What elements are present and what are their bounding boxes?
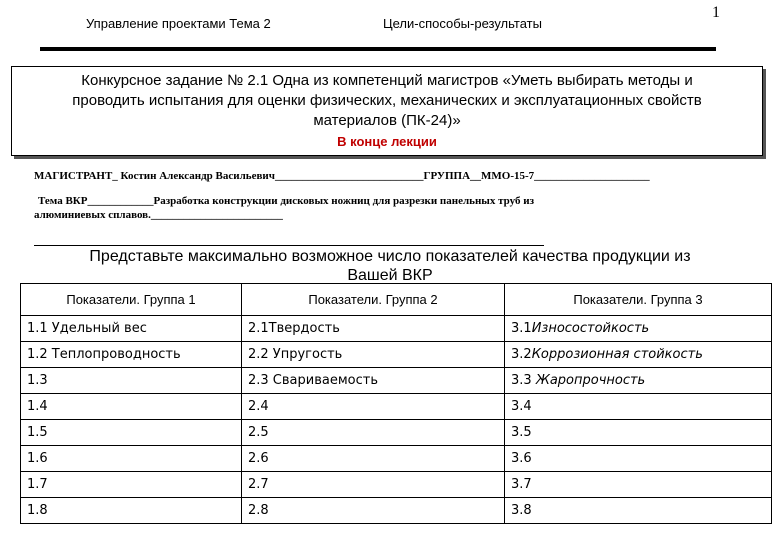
cell-group-2: 2.6: [242, 446, 505, 472]
task-line-3: материалов (ПК-24)»: [313, 112, 461, 129]
cell-group-1: 1.5: [21, 420, 242, 446]
cell-group-3: 3.7: [505, 472, 772, 498]
header-group-1: Показатели. Группа 1: [21, 284, 242, 316]
task-box: [11, 66, 763, 156]
cell-group-2: 2.2 Упругость: [242, 342, 505, 368]
task-text: [12, 71, 762, 131]
page-number: 1: [712, 4, 720, 21]
cell-number: 3.3: [511, 373, 536, 388]
student-line: МАГИСТРАНТ_ Костин Александр Васильевич___________________________ГРУППА__ММО-15-7_____________________: [34, 170, 650, 182]
header-rule: [40, 47, 716, 51]
cell-group-3: 3.8: [505, 498, 772, 524]
cell-label: Жаропрочность: [535, 373, 646, 388]
cell-group-1: 1.8: [21, 498, 242, 524]
end-of-lecture-note: В конце лекции: [337, 134, 437, 149]
cell-group-3: [505, 316, 772, 342]
blank-line: [34, 245, 544, 246]
cell-group-1: 1.1 Удельный вес: [21, 316, 242, 342]
thesis-line-1: Тема ВКР____________Разработка конструкции дисковых ножниц для разрезки панельных труб из: [38, 195, 535, 207]
table-row: [21, 316, 772, 342]
cell-group-1: 1.2 Теплопроводность: [21, 342, 242, 368]
task-line-1: Конкурсное задание № 2.1 Одна из компетенций магистров «Уметь выбирать методы и: [81, 72, 693, 89]
thesis-line-2: алюминиевых сплавов.________________________: [34, 209, 283, 221]
indicators-table: [20, 283, 772, 524]
cell-group-2: 2.8: [242, 498, 505, 524]
cell-group-1: 1.4: [21, 394, 242, 420]
prompt: [0, 247, 780, 285]
table-row: [21, 498, 772, 524]
table-row: [21, 394, 772, 420]
prompt-line-1: Представьте максимально возможное число показателей качества продукции из: [89, 248, 691, 265]
cell-label: Износостойкость: [531, 321, 650, 336]
cell-group-3: [505, 342, 772, 368]
cell-group-2: 2.7: [242, 472, 505, 498]
cell-group-3: [505, 368, 772, 394]
table-row: [21, 420, 772, 446]
header-left-title: Управление проектами Тема 2: [86, 16, 271, 31]
cell-group-3: 3.5: [505, 420, 772, 446]
task-line-2: проводить испытания для оценки физических, механических и эксплуатационных свойств: [72, 92, 702, 109]
cell-number: 3.1: [511, 321, 532, 336]
cell-group-3: 3.6: [505, 446, 772, 472]
header-group-3: Показатели. Группа 3: [505, 284, 772, 316]
header-center-title: Цели-способы-результаты: [383, 16, 542, 31]
cell-group-1: 1.7: [21, 472, 242, 498]
cell-number: 3.2: [511, 347, 532, 362]
table-header-row: [21, 284, 772, 316]
cell-label: Коррозионная стойкость: [531, 347, 703, 362]
header-group-2: Показатели. Группа 2: [242, 284, 505, 316]
cell-group-2: 2.1Твердость: [242, 316, 505, 342]
prompt-line-2: Вашей ВКР: [347, 267, 433, 284]
cell-group-2: 2.4: [242, 394, 505, 420]
table-row: [21, 368, 772, 394]
table-row: [21, 446, 772, 472]
table-row: [21, 472, 772, 498]
cell-group-1: 1.6: [21, 446, 242, 472]
cell-group-1: 1.3: [21, 368, 242, 394]
cell-group-2: 2.5: [242, 420, 505, 446]
table-row: [21, 342, 772, 368]
cell-group-3: 3.4: [505, 394, 772, 420]
cell-group-2: 2.3 Свариваемость: [242, 368, 505, 394]
